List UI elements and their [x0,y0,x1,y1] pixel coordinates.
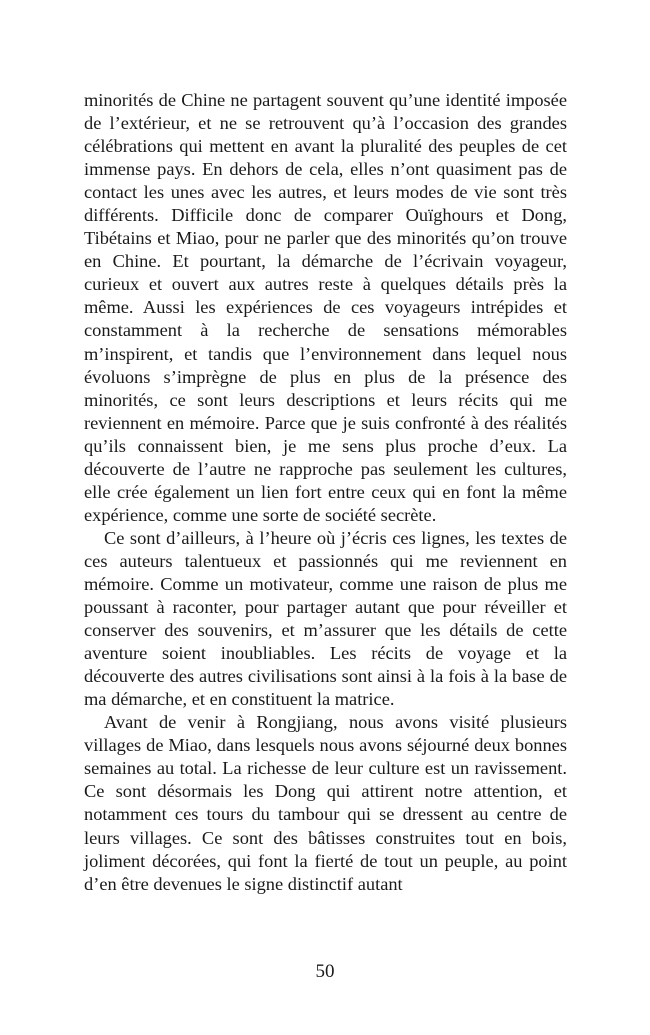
page-number: 50 [315,961,335,982]
paragraph-continuation: minorités de Chine ne partagent souvent qu’une identité imposée de l’extérieur, et ne se retrouvent qu’à l’occasion des grandes célébrations qui mettent en avant la pluralité des peuples de cet immense pays. En dehors de cela, elles n’ont quasiment pas de contact les unes avec les autres, et leurs modes de vie sont très différents. Difficile donc de comparer Ouïghours et Dong, Tibétains et Miao, pour ne parler que des minorités qu’on trouve en Chine. Et pourtant, la démarche de l’écrivain voyageur, curieux et ouvert aux autres reste à quelques détails près la même. Aussi les expériences de ces voyageurs intrépides et constamment à la recherche de sensations mémorables m’inspirent, et tandis que l’environnement dans lequel nous évoluons s’imprègne de plus en plus de la présence des minorités, ce sont leurs descriptions et leurs récits qui me reviennent en mémoire. Parce que je suis confronté à des réalités qu’ils connaissent bien, je me sens plus proche d’eux. La découverte de l’autre ne rapproche pas seulement les cultures, elle crée également un lien fort entre ceux qui en font la même expérience, comme une sorte de société secrète. [84,90,567,525]
paragraph-3: Avant de venir à Rongjiang, nous avons visité plusieurs villages de Miao, dans lesquels nous avons séjourné deux bonnes semaines au total. La richesse de leur culture est un ravissement. Ce sont désormais les Dong qui attirent notre attention, et notamment ces tours du tambour qui se dressent au centre de leurs villages. Ce sont des bâtisses construites tout en bois, joliment décorées, qui font la fierté de tout un peuple, au point d’en être devenues le signe distinctif autant [84,712,567,894]
paragraph-2: Ce sont d’ailleurs, à l’heure où j’écris ces lignes, les textes de ces auteurs talentueux et passionnés qui me reviennent en mémoire. Comme un motivateur, comme une raison de plus me poussant à raconter, pour partager autant que pour réveiller et conserver des souvenirs, et m’assurer que les détails de cette aventure soient inoubliables. Les récits de voyage et la découverte des autres civilisations sont ainsi à la fois à la base de ma démarche, et en constituent la matrice. [84,527,567,710]
body-text [84,89,567,896]
